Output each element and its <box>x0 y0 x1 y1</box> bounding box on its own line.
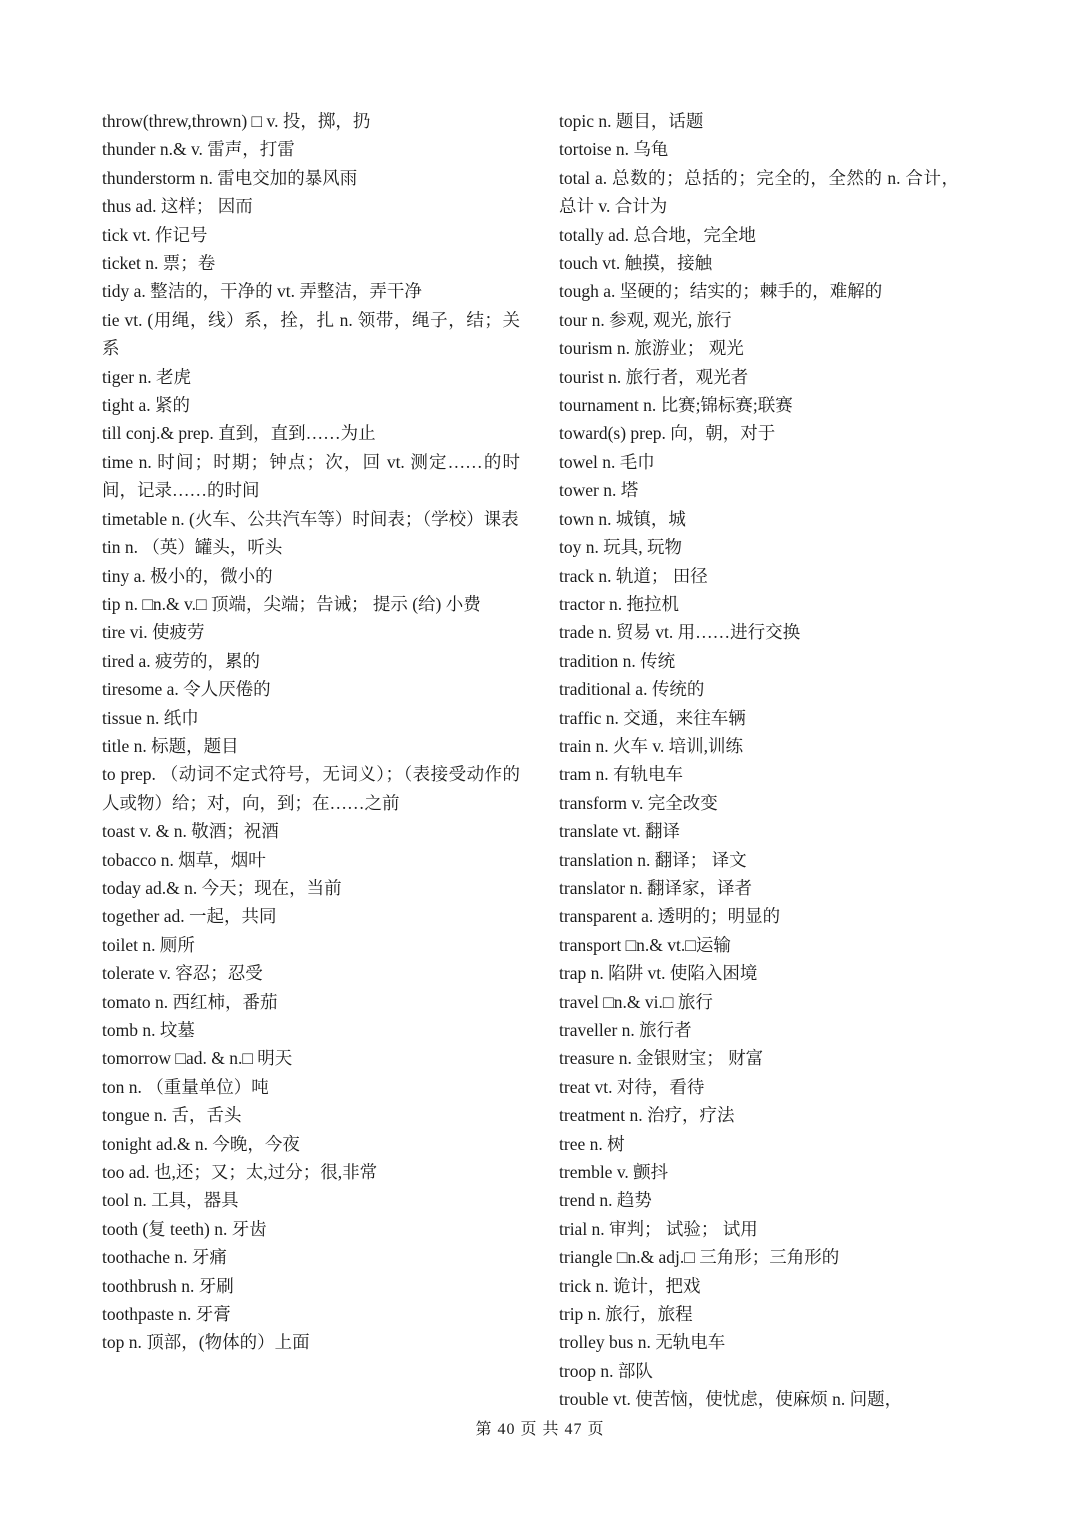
vocab-entry: trial n. 审判； 试验； 试用 <box>559 1218 758 1239</box>
vocab-entry: train n. 火车 v. 培训,训练 <box>559 735 744 756</box>
vocab-entry: transport □n.& vt.□运输 <box>559 934 731 955</box>
left-column <box>102 107 520 1357</box>
vocab-entry: translate vt. 翻译 <box>559 821 681 842</box>
vocab-entry: tick vt. 作记号 <box>102 224 208 245</box>
vocab-entry: tool n. 工具，器具 <box>102 1190 239 1211</box>
vocab-entry: time n. 时间；时期；钟点；次，回 vt. 测定……的时间，记录……的时间 <box>102 451 520 501</box>
vocab-entry: tiny a. 极小的，微小的 <box>102 565 273 586</box>
vocab-entry: toilet n. 厕所 <box>102 934 195 955</box>
vocab-entry: tiger n. 老虎 <box>102 366 191 387</box>
vocab-entry: tin n. （英）罐头，听头 <box>102 537 283 558</box>
vocab-entry: towel n. 毛巾 <box>559 451 655 472</box>
vocab-entry: top n. 顶部，(物体的）上面 <box>102 1332 310 1353</box>
vocab-entry: treasure n. 金银财宝； 财富 <box>559 1048 764 1069</box>
vocab-entry: trade n. 贸易 vt. 用……进行交换 <box>559 622 801 643</box>
vocab-entry: trend n. 趋势 <box>559 1190 652 1211</box>
vocab-entry: tolerate v. 容忍；忍受 <box>102 963 263 984</box>
vocab-entry: toothbrush n. 牙刷 <box>102 1275 234 1296</box>
vocab-entry: total a. 总数的；总括的；完全的，全然的 n. 合计，总计 v. 合计为 <box>559 167 959 217</box>
vocab-entry: tire vi. 使疲劳 <box>102 622 205 643</box>
vocab-entry: tobacco n. 烟草，烟叶 <box>102 849 266 870</box>
vocab-entry: tired a. 疲劳的，累的 <box>102 650 260 671</box>
vocab-entry: translator n. 翻译家，译者 <box>559 877 752 898</box>
vocab-entry: throw(threw,thrown) □ v. 投，掷，扔 <box>102 111 371 131</box>
vocab-entry: tomato n. 西红柿，番茄 <box>102 991 278 1012</box>
vocab-entry: travel □n.& vi.□ 旅行 <box>559 991 713 1012</box>
vocab-entry: trap n. 陷阱 vt. 使陷入困境 <box>559 963 758 984</box>
vocab-entry: title n. 标题，题目 <box>102 735 239 756</box>
vocab-entry: toothache n. 牙痛 <box>102 1247 227 1268</box>
vocab-entry: transform v. 完全改变 <box>559 792 718 813</box>
right-column <box>559 107 959 1414</box>
vocab-entry: to prep. （动词不定式符号，无词义）；（表接受动作的人或物）给；对，向，到；在……之前 <box>102 764 520 813</box>
vocab-entry: thus ad. 这样； 因而 <box>102 196 253 217</box>
vocab-entry: tram n. 有轨电车 <box>559 764 683 785</box>
vocab-entry: triangle □n.& adj.□ 三角形；三角形的 <box>559 1247 840 1268</box>
vocab-entry: thunderstorm n. 雷电交加的暴风雨 <box>102 167 358 188</box>
vocab-entry: tournament n. 比赛;锦标赛;联赛 <box>559 395 793 416</box>
vocab-entry: trick n. 诡计，把戏 <box>559 1275 701 1296</box>
vocab-entry: ton n. （重量单位）吨 <box>102 1076 269 1097</box>
vocab-entry: tissue n. 纸巾 <box>102 707 199 728</box>
vocab-entry: treatment n. 治疗，疗法 <box>559 1105 735 1126</box>
vocab-entry: timetable n. (火车、公共汽车等）时间表；（学校）课表 <box>102 508 519 529</box>
vocab-entry: tongue n. 舌，舌头 <box>102 1105 242 1126</box>
vocab-entry: trip n. 旅行，旅程 <box>559 1304 693 1325</box>
vocab-entry: tidy a. 整洁的，干净的 vt. 弄整洁，弄干净 <box>102 281 422 302</box>
vocab-entry: translation n. 翻译； 译文 <box>559 849 747 870</box>
vocab-entry: tourist n. 旅行者，观光者 <box>559 366 749 387</box>
vocab-entry: troop n. 部队 <box>559 1360 653 1381</box>
vocab-entry: tremble v. 颤抖 <box>559 1162 669 1183</box>
vocab-entry: tonight ad.& n. 今晚，今夜 <box>102 1133 300 1154</box>
vocab-entry: tower n. 塔 <box>559 480 639 501</box>
vocab-entry: tight a. 紧的 <box>102 395 190 416</box>
vocab-entry: traditional a. 传统的 <box>559 679 705 700</box>
vocab-entry: trolley bus n. 无轨电车 <box>559 1332 726 1353</box>
vocab-entry: topic n. 题目，话题 <box>559 111 704 131</box>
vocab-entry: tiresome a. 令人厌倦的 <box>102 679 271 700</box>
page-footer: 第 40 页 共 47 页 <box>475 1421 605 1438</box>
vocab-entry: tree n. 树 <box>559 1133 625 1154</box>
vocab-entry: touch vt. 触摸，接触 <box>559 253 713 274</box>
vocab-entry: track n. 轨道； 田径 <box>559 565 708 586</box>
vocab-entry: trouble vt. 使苦恼，使忧虑，使麻烦 n. 问题， <box>559 1389 903 1410</box>
vocab-entry: traveller n. 旅行者 <box>559 1020 692 1040</box>
vocab-entry: tip n. □n.& v.□ 顶端，尖端；告诫； 提示 (给) 小费 <box>102 593 481 614</box>
vocab-entry: too ad. 也,还；又；太,过分；很,非常 <box>102 1162 378 1183</box>
vocab-entry: tourism n. 旅游业； 观光 <box>559 338 744 359</box>
vocab-entry: town n. 城镇，城 <box>559 508 686 529</box>
vocab-entry: tour n. 参观, 观光, 旅行 <box>559 309 732 330</box>
vocab-entry: ticket n. 票；卷 <box>102 253 216 274</box>
vocab-entry: traffic n. 交通，来往车辆 <box>559 707 746 728</box>
vocab-entry: tomorrow □ad. & n.□ 明天 <box>102 1048 293 1069</box>
vocab-entry: till conj.& prep. 直到，直到……为止 <box>102 423 376 444</box>
vocab-entry: tooth (复 teeth) n. 牙齿 <box>102 1218 267 1239</box>
vocab-entry: toward(s) prep. 向，朝，对于 <box>559 423 776 444</box>
vocab-entry: tortoise n. 乌龟 <box>559 139 669 160</box>
vocab-entry: totally ad. 总合地，完全地 <box>559 224 756 245</box>
vocab-entry: toast v. & n. 敬酒；祝酒 <box>102 821 279 842</box>
vocab-entry: treat vt. 对待，看待 <box>559 1076 705 1097</box>
vocab-entry: tradition n. 传统 <box>559 650 676 671</box>
vocab-entry: toothpaste n. 牙膏 <box>102 1304 231 1325</box>
vocab-entry: tie vt. (用绳，线）系，拴，扎 n. 领带，绳子，结；关系 <box>102 309 520 359</box>
vocab-entry: together ad. 一起，共同 <box>102 906 277 927</box>
vocab-entry: tractor n. 拖拉机 <box>559 593 680 614</box>
vocab-entry: transparent a. 透明的；明显的 <box>559 906 781 927</box>
vocab-entry: today ad.& n. 今天；现在，当前 <box>102 877 342 898</box>
vocab-entry: tomb n. 坟墓 <box>102 1020 195 1040</box>
vocab-entry: tough a. 坚硬的；结实的；棘手的，难解的 <box>559 281 883 302</box>
vocab-entry: toy n. 玩具, 玩物 <box>559 537 682 558</box>
vocab-entry: thunder n.& v. 雷声，打雷 <box>102 139 295 160</box>
